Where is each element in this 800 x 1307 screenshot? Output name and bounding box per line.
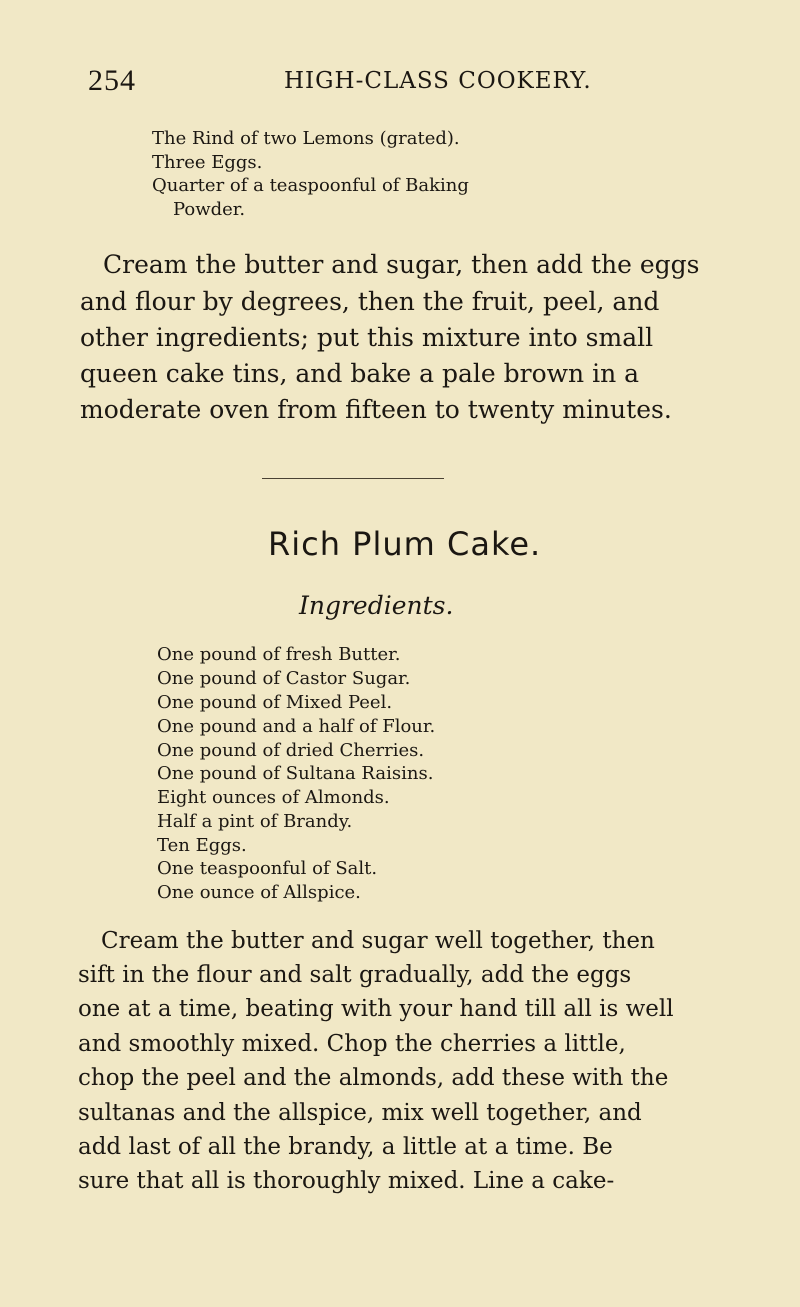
method-line: moderate oven from fifteen to twenty minutes. [80,395,672,424]
method-line: and smoothly mixed. Chop the cherries a little, [78,1031,626,1057]
ingredient-line: Ten Eggs. [157,835,247,856]
ingredient-line: One pound and a half of Flour. [157,716,436,737]
method-line: Cream the butter and sugar, then add the eggs [103,250,700,279]
ingredient-line: One pound of Sultana Raisins. [157,763,434,784]
section-divider [262,478,444,479]
ingredients-heading: Ingredients. [299,591,454,620]
ingredient-line: One pound of Castor Sugar. [157,668,411,689]
method-line: other ingredients; put this mixture into small [80,323,654,352]
method-line: sift in the flour and salt gradually, add the eggs [78,962,632,988]
recipe-title: Rich Plum Cake. [268,525,542,563]
ingredient-line: One pound of fresh Butter. [157,644,401,665]
method-line: one at a time, beating with your hand till all is well [78,996,674,1022]
method-line: sultanas and the allspice, mix well together, and [78,1100,642,1126]
method-line: and flour by degrees, then the fruit, peel, and [80,287,660,316]
ingredient-line: Powder. [173,199,246,220]
ingredient-line: Three Eggs. [152,152,263,173]
method-line: add last of all the brandy, a little at a time. Be [78,1134,613,1160]
method-line: sure that all is thoroughly mixed. Line a cake- [78,1168,615,1194]
ingredient-line: Eight ounces of Almonds. [157,787,390,808]
page-header [88,64,688,104]
ingredient-line: One ounce of Allspice. [157,882,361,903]
ingredient-line: Half a pint of Brandy. [157,811,353,832]
ingredient-line: The Rind of two Lemons (grated). [152,128,460,149]
ingredient-line: One pound of Mixed Peel. [157,692,393,713]
method-line: chop the peel and the almonds, add these with the [78,1065,669,1091]
ingredient-line: One teaspoonful of Salt. [157,858,378,879]
page-number: 254 [88,64,136,97]
running-title: HIGH-CLASS COOKERY. [284,68,592,94]
method-line: Cream the butter and sugar well together, then [101,928,655,954]
method-line: queen cake tins, and bake a pale brown in a [80,359,640,388]
ingredient-line: One pound of dried Cherries. [157,740,425,761]
ingredient-line: Quarter of a teaspoonful of Baking [152,175,469,196]
